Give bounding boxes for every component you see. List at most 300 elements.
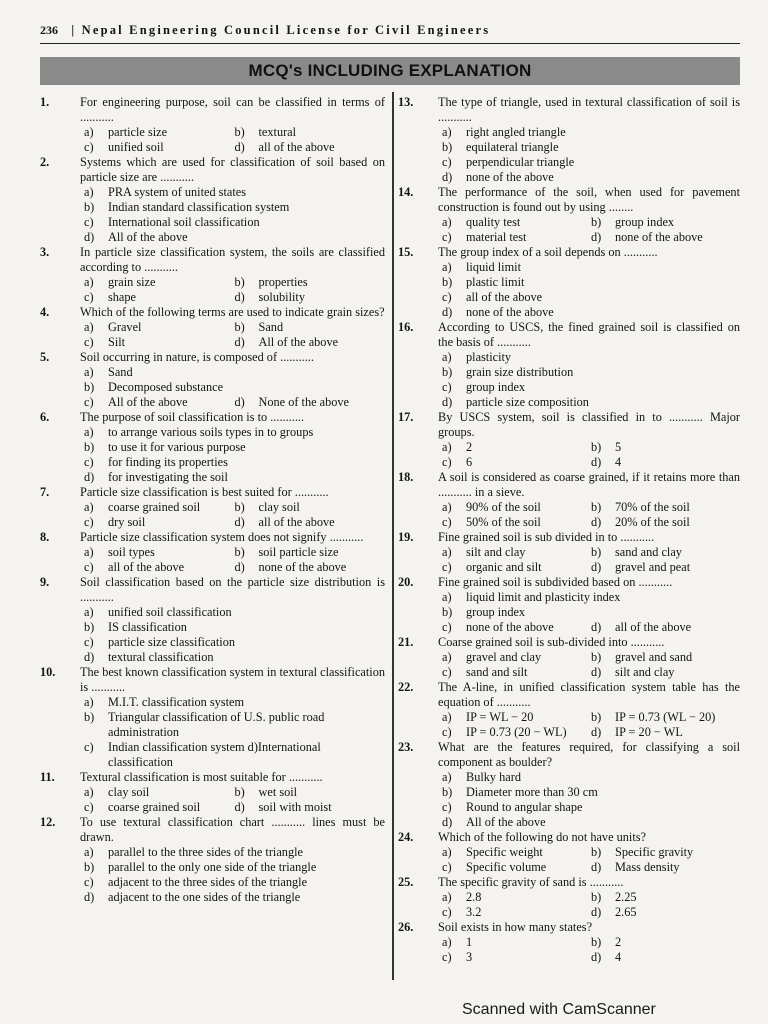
options	[398, 590, 740, 635]
option-text: Indian classification system d)International classification	[108, 740, 321, 769]
option-row	[84, 230, 385, 245]
option	[235, 290, 386, 305]
option	[442, 770, 740, 785]
question-number: 3.	[40, 245, 50, 259]
option-letter: b)	[234, 125, 245, 139]
option-text: Triangular classification of U.S. public road administration	[108, 710, 325, 739]
option-letter: a)	[442, 545, 452, 559]
option-letter: a)	[84, 185, 94, 199]
options	[40, 320, 385, 350]
option	[84, 740, 385, 770]
option-row	[84, 380, 385, 395]
option-text: 20% of the soil	[615, 515, 690, 529]
question-block	[398, 410, 740, 470]
option-letter: c)	[442, 455, 452, 469]
option	[84, 140, 235, 155]
option-row	[84, 695, 385, 710]
question-text: A soil is considered as coarse grained, if it retains more than ........... in a sieve.	[438, 470, 740, 499]
question-text: The performance of the soil, when used for pavement construction is found out by using ........	[438, 185, 740, 214]
question-text: Soil occurring in nature, is composed of ...........	[80, 350, 314, 364]
option-text: Decomposed substance	[108, 380, 224, 394]
question-block	[398, 470, 740, 530]
question-number: 24.	[398, 830, 414, 844]
option-letter: d)	[591, 860, 602, 874]
option-letter: c)	[442, 665, 452, 679]
option	[84, 275, 235, 290]
option	[84, 635, 385, 650]
question-text: Soil exists in how many states?	[438, 920, 593, 934]
option-row	[442, 365, 740, 380]
option-row	[442, 650, 740, 665]
question-text: By USCS system, soil is classified in to ........... Major groups.	[438, 410, 740, 439]
option-row	[84, 275, 385, 290]
option	[591, 515, 740, 530]
question-block	[398, 245, 740, 320]
option-letter: a)	[442, 845, 452, 859]
option-text: 4	[615, 950, 622, 964]
question-text: Systems which are used for classification of soil based on particle size are ...........	[80, 155, 385, 184]
option	[442, 725, 591, 740]
question-number: 22.	[398, 680, 414, 694]
question-number: 6.	[40, 410, 50, 424]
option-row	[84, 515, 385, 530]
option-text: none of the above	[258, 560, 347, 574]
option-letter: b)	[591, 890, 602, 904]
option-letter: c)	[84, 740, 94, 754]
question-text: Coarse grained soil is sub-divided into ...........	[438, 635, 665, 649]
option-row	[84, 740, 385, 770]
option	[591, 905, 740, 920]
option-text: for investigating the soil	[108, 470, 228, 484]
option-letter: a)	[442, 770, 452, 784]
question-block	[398, 830, 740, 875]
option-row	[442, 170, 740, 185]
option	[442, 935, 591, 950]
option-letter: d)	[442, 815, 453, 829]
options	[40, 125, 385, 155]
option	[84, 710, 385, 740]
option	[84, 605, 385, 620]
option-text: group index	[466, 605, 526, 619]
options	[40, 425, 385, 485]
option-text: none of the above	[615, 230, 703, 244]
question-text: Fine grained soil is sub divided in to ...........	[438, 530, 655, 544]
question-text: Fine grained soil is subdivided based on ...........	[438, 575, 673, 589]
option	[591, 665, 740, 680]
option-row	[442, 785, 740, 800]
option	[84, 500, 235, 515]
option-text: all of the above	[466, 290, 543, 304]
option-letter: c)	[442, 905, 452, 919]
option	[84, 290, 235, 305]
option-letter: b)	[442, 605, 453, 619]
option-row	[84, 470, 385, 485]
option-letter: c)	[84, 875, 94, 889]
option	[442, 140, 740, 155]
question-block	[40, 665, 385, 770]
option	[235, 800, 386, 815]
option-row	[442, 350, 740, 365]
option-letter: a)	[84, 605, 94, 619]
option-letter: a)	[84, 275, 94, 289]
option-row	[84, 650, 385, 665]
option-row	[442, 125, 740, 140]
option-text: 3.2	[466, 905, 482, 919]
question-number: 19.	[398, 530, 414, 544]
option-text: gravel and clay	[466, 650, 542, 664]
running-header	[40, 23, 740, 44]
question-number: 11.	[40, 770, 55, 784]
option-letter: d)	[591, 455, 602, 469]
option-row	[442, 950, 740, 965]
option	[442, 545, 591, 560]
option-row	[442, 815, 740, 830]
option-letter: d)	[591, 950, 602, 964]
option-row	[442, 515, 740, 530]
option	[84, 695, 385, 710]
option-letter: d)	[84, 650, 95, 664]
option-row	[442, 710, 740, 725]
option-letter: b)	[84, 380, 95, 394]
question-number: 8.	[40, 530, 50, 544]
option	[591, 935, 740, 950]
options	[40, 695, 385, 770]
option-row	[84, 890, 385, 905]
option	[442, 845, 591, 860]
option-row	[442, 860, 740, 875]
option	[84, 455, 385, 470]
option-letter: b)	[84, 620, 95, 634]
options	[40, 545, 385, 575]
option	[84, 335, 235, 350]
option	[84, 425, 385, 440]
option-text: 70% of the soil	[615, 500, 690, 514]
option-row	[84, 560, 385, 575]
option-text: PRA system of united states	[108, 185, 246, 199]
option-row	[442, 260, 740, 275]
option	[235, 515, 386, 530]
option-row	[84, 320, 385, 335]
option-letter: d)	[234, 335, 245, 349]
question-text: The best known classification system in textural classification is ...........	[80, 665, 385, 694]
option-text: perpendicular triangle	[466, 155, 575, 169]
option-text: 1	[466, 935, 473, 949]
option-text: gravel and peat	[615, 560, 691, 574]
option-letter: d)	[442, 305, 453, 319]
option-letter: b)	[591, 845, 602, 859]
option-letter: c)	[84, 395, 94, 409]
option-letter: a)	[442, 500, 452, 514]
option-row	[442, 290, 740, 305]
option	[442, 815, 740, 830]
option-row	[442, 845, 740, 860]
option	[442, 890, 591, 905]
option-text: 2.65	[615, 905, 637, 919]
option-letter: a)	[84, 845, 94, 859]
options	[398, 125, 740, 185]
option	[442, 665, 591, 680]
section-title: MCQ's INCLUDING EXPLANATION	[248, 61, 532, 80]
option-letter: c)	[442, 155, 452, 169]
option-text: unified soil classification	[108, 605, 232, 619]
option	[84, 800, 235, 815]
option	[235, 125, 386, 140]
option-letter: c)	[84, 215, 94, 229]
option	[442, 440, 591, 455]
option-letter: b)	[591, 710, 602, 724]
option	[591, 890, 740, 905]
option-text: clay soil	[108, 785, 150, 799]
option-row	[84, 620, 385, 635]
option-text: grain size distribution	[466, 365, 574, 379]
option-row	[442, 440, 740, 455]
option-text: 2	[615, 935, 622, 949]
question-block	[398, 320, 740, 410]
options	[40, 500, 385, 530]
question-block	[398, 635, 740, 680]
question-number: 1.	[40, 95, 50, 109]
question-block	[40, 245, 385, 305]
option-letter: c)	[442, 950, 452, 964]
option-text: Gravel	[108, 320, 142, 334]
option	[442, 395, 740, 410]
option-letter: b)	[84, 710, 95, 724]
option-text: soil with moist	[258, 800, 332, 814]
question-block	[398, 920, 740, 965]
option-text: wet soil	[258, 785, 298, 799]
option-letter: b)	[591, 545, 602, 559]
option	[442, 710, 591, 725]
question-text: In particle size classification system, the soils are classified according to ...........	[80, 245, 385, 274]
question-text: To use textural classification chart ........... lines must be drawn.	[80, 815, 385, 844]
option-row	[84, 185, 385, 200]
option-text: Mass density	[615, 860, 680, 874]
option	[84, 200, 385, 215]
option	[84, 470, 385, 485]
page-number: 236	[40, 23, 58, 37]
option-letter: c)	[442, 230, 452, 244]
option-text: all of the above	[258, 515, 335, 529]
question-text: Which of the following terms are used to indicate grain sizes?	[80, 305, 385, 319]
option	[84, 125, 235, 140]
option	[442, 905, 591, 920]
option-row	[84, 200, 385, 215]
option	[591, 620, 740, 635]
question-block	[398, 740, 740, 830]
option-letter: a)	[442, 935, 452, 949]
option-text: to arrange various soils types in to groups	[108, 425, 314, 439]
option	[84, 560, 235, 575]
option	[235, 785, 386, 800]
question-block	[40, 95, 385, 155]
option-text: particle size composition	[466, 395, 589, 409]
option-row	[84, 440, 385, 455]
question-number: 15.	[398, 245, 414, 259]
question-block	[40, 350, 385, 410]
option-letter: d)	[591, 230, 602, 244]
option	[591, 215, 740, 230]
question-block	[40, 530, 385, 575]
option	[84, 380, 385, 395]
option-row	[442, 230, 740, 245]
header-title: | Nepal Engineering Council License for Civil Engineers	[71, 23, 491, 37]
option-row	[84, 785, 385, 800]
option-row	[442, 380, 740, 395]
option	[235, 335, 386, 350]
option-text: 2.8	[466, 890, 482, 904]
option-text: All of the above	[466, 815, 546, 829]
options	[40, 365, 385, 410]
option-letter: a)	[84, 425, 94, 439]
option-text: coarse grained soil	[108, 500, 201, 514]
option-text: soil particle size	[258, 545, 339, 559]
option	[442, 290, 740, 305]
option-row	[442, 560, 740, 575]
option-text: All of the above	[258, 335, 339, 349]
option-row	[84, 425, 385, 440]
option-row	[84, 710, 385, 740]
question-number: 20.	[398, 575, 414, 589]
question-block	[398, 875, 740, 920]
option-row	[442, 140, 740, 155]
question-block	[398, 95, 740, 185]
option-text: textural	[258, 125, 297, 139]
option	[591, 710, 740, 725]
option	[235, 545, 386, 560]
section-title-bar	[40, 57, 740, 85]
option	[442, 155, 740, 170]
options	[398, 845, 740, 875]
option-letter: c)	[442, 380, 452, 394]
option-row	[84, 215, 385, 230]
option-text: parallel to the three sides of the triangle	[108, 845, 303, 859]
option-text: none of the above	[466, 620, 554, 634]
question-text: For engineering purpose, soil can be classified in terms of ...........	[80, 95, 385, 124]
question-text: The specific gravity of sand is ...........	[438, 875, 624, 889]
option-letter: b)	[234, 500, 245, 514]
option	[442, 560, 591, 575]
question-number: 9.	[40, 575, 50, 589]
option	[442, 620, 591, 635]
option	[442, 515, 591, 530]
question-text: The A-line, in unified classification system table has the equation of ...........	[438, 680, 740, 709]
question-block	[398, 680, 740, 740]
option-letter: a)	[442, 125, 452, 139]
option-letter: b)	[591, 500, 602, 514]
option-text: soil types	[108, 545, 155, 559]
option-row	[84, 635, 385, 650]
option-row	[442, 545, 740, 560]
option-text: solubility	[258, 290, 305, 304]
option	[591, 860, 740, 875]
option-text: all of the above	[615, 620, 692, 634]
option-letter: a)	[442, 650, 452, 664]
question-text: The type of triangle, used in textural classification of soil is ...........	[438, 95, 740, 124]
option-text: 2.25	[615, 890, 637, 904]
option-text: parallel to the only one side of the triangle	[108, 860, 317, 874]
option-letter: b)	[442, 275, 453, 289]
option-text: coarse grained soil	[108, 800, 201, 814]
option	[442, 950, 591, 965]
option	[591, 650, 740, 665]
option	[235, 395, 386, 410]
question-text: Particle size classification system does not signify ...........	[80, 530, 364, 544]
option-letter: a)	[442, 260, 452, 274]
option-letter: c)	[84, 560, 94, 574]
option-text: all of the above	[108, 560, 185, 574]
scanner-watermark: Scanned with CamScanner	[462, 1001, 656, 1018]
question-text: The purpose of soil classification is to ...........	[80, 410, 305, 424]
question-number: 4.	[40, 305, 50, 319]
option-letter: b)	[442, 140, 453, 154]
option-text: dry soil	[108, 515, 146, 529]
option-text: IP = 20 − WL	[615, 725, 683, 739]
question-number: 16.	[398, 320, 414, 334]
option-text: M.I.T. classification system	[108, 695, 245, 709]
option-text: 50% of the soil	[466, 515, 541, 529]
option-letter: a)	[84, 365, 94, 379]
option-text: organic and silt	[466, 560, 542, 574]
options	[40, 605, 385, 665]
option-text: silt and clay	[466, 545, 526, 559]
option-letter: c)	[84, 800, 94, 814]
option-text: Bulky hard	[466, 770, 521, 784]
option-text: material test	[466, 230, 527, 244]
option	[442, 275, 740, 290]
question-number: 5.	[40, 350, 50, 364]
question-number: 25.	[398, 875, 414, 889]
options	[40, 785, 385, 815]
option-letter: b)	[84, 860, 95, 874]
option-text: All of the above	[108, 230, 188, 244]
option-row	[84, 500, 385, 515]
option-letter: a)	[84, 785, 94, 799]
option	[84, 320, 235, 335]
option-row	[442, 605, 740, 620]
option-text: liquid limit	[466, 260, 521, 274]
option-row	[84, 335, 385, 350]
option-letter: a)	[84, 500, 94, 514]
option-letter: a)	[442, 890, 452, 904]
option	[591, 845, 740, 860]
option-text: none of the above	[466, 305, 554, 319]
option-text: 2	[466, 440, 473, 454]
option-text: equilateral triangle	[466, 140, 559, 154]
option-text: 3	[466, 950, 473, 964]
option-letter: b)	[591, 215, 602, 229]
options	[398, 890, 740, 920]
option-row	[84, 875, 385, 890]
question-block	[40, 815, 385, 905]
option-text: silt and clay	[615, 665, 675, 679]
question-block	[40, 485, 385, 530]
option-letter: b)	[234, 785, 245, 799]
option-row	[442, 905, 740, 920]
options	[398, 545, 740, 575]
question-block	[40, 155, 385, 245]
option-row	[84, 395, 385, 410]
option-row	[442, 395, 740, 410]
question-block	[40, 575, 385, 665]
option-row	[84, 140, 385, 155]
option-row	[442, 155, 740, 170]
option	[84, 440, 385, 455]
option-text: plasticity	[466, 350, 512, 364]
option-letter: b)	[234, 275, 245, 289]
option-letter: c)	[442, 800, 452, 814]
option-letter: b)	[442, 365, 453, 379]
option-letter: d)	[591, 905, 602, 919]
